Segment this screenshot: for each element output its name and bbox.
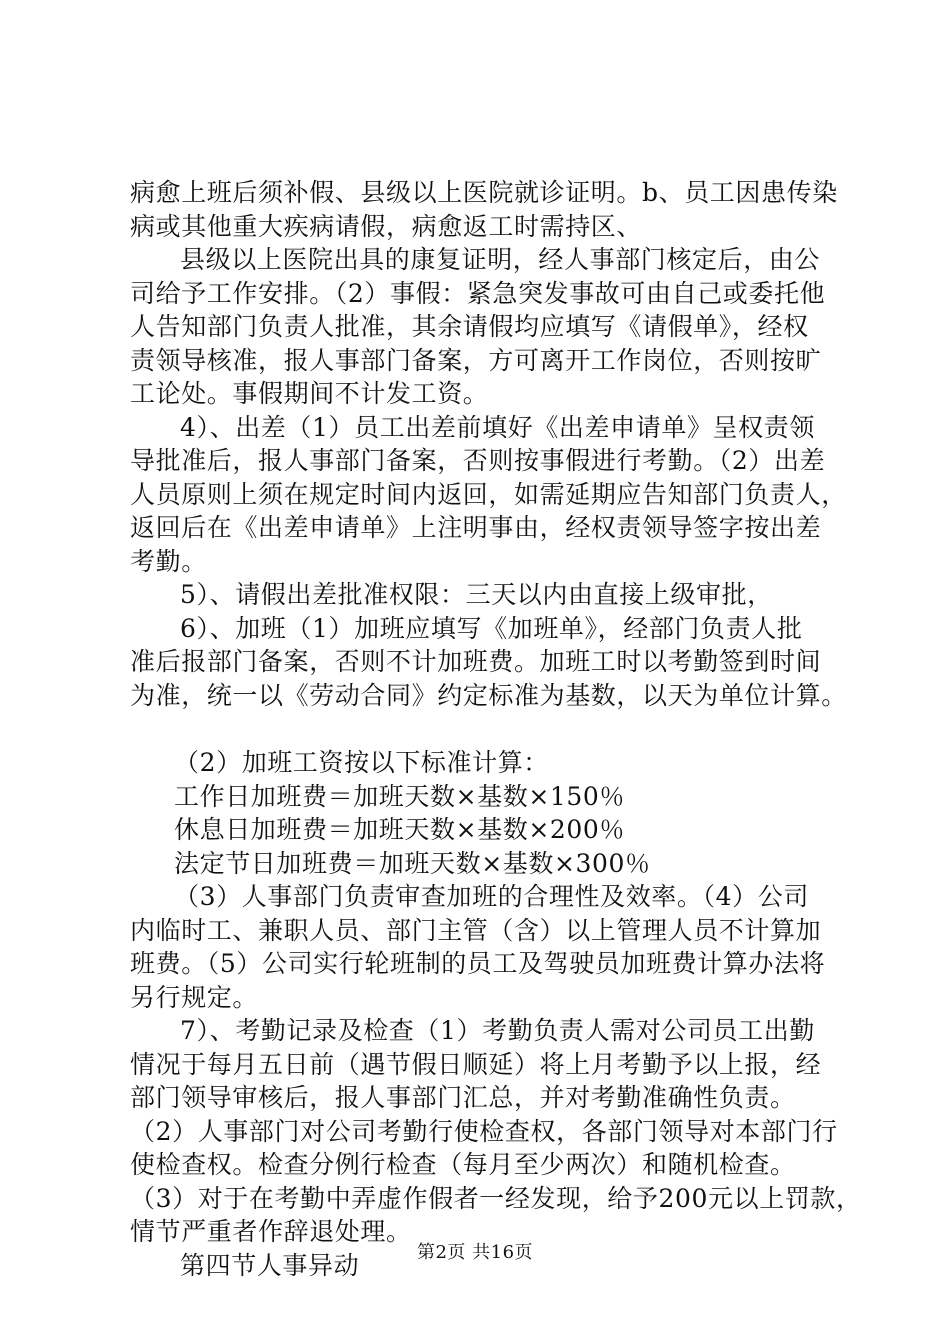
text-line: 7）、考勤记录及检查（1）考勤负责人需对公司员工出勤 [180,1016,815,1045]
text-line: 内临时工、兼职人员、部门主管（含）以上管理人员不计算加 [130,915,822,945]
text-line: 4）、出差（1）员工出差前填好《出差申请单》呈权责领 [180,412,815,442]
text-line: 责领导核准，报人事部门备案，方可离开工作岗位，否则按旷 [130,345,822,375]
text-line: 病愈上班后须补假、县级以上医院就诊证明。b、员工因患传染 [130,178,838,207]
text-line: 6）、加班（1）加班应填写《加班单》，经部门负责人批 [180,613,803,643]
text-line: 为准，统一以《劳动合同》约定标准为基数，以天为单位计算。 [130,680,847,710]
text-line: 工论处。事假期间不计发工资。 [130,379,489,408]
text-line: 县级以上医院出具的康复证明，经人事部门核定后，由公 [180,245,821,274]
text-line: 病或其他重大疾病请假，病愈返工时需持区、 [130,211,643,241]
text-line: 部门领导审核后，报人事部门汇总，并对考勤准确性负责。 [130,1083,796,1112]
paragraph-gap [130,712,830,746]
text-line: （3）人事部门负责审查加班的合理性及效率。（4）公司 [174,882,809,911]
text-line: 考勤。 [130,546,207,576]
text-line: 返回后在《出差申请单》上注明事由，经权责领导签字按出差 [130,513,822,542]
page-number-footer: 第2页 共16页 [416,1242,534,1263]
text-line: 导批准后，报人事部门备案，否则按事假进行考勤。（2）出差 [130,446,826,475]
text-line: （3）对于在考勤中弄虚作假者一经发现，给予200元以上罚款， [130,1183,862,1213]
formula-line: 休息日加班费＝加班天数×基数×200％ [174,815,626,844]
text-line: 司给予工作安排。（2）事假：紧急突发事故可由自己或委托他 [130,278,826,308]
document-body [130,176,862,1282]
text-line: 人告知部门负责人批准，其余请假均应填写《请假单》，经权 [130,312,809,341]
text-line: （2）人事部门对公司考勤行使检查权，各部门领导对本部门行 [130,1116,838,1146]
text-line: 另行规定。 [130,982,259,1012]
formula-line: 工作日加班费＝加班天数×基数×150％ [174,781,626,811]
text-line: 使检查权。检查分例行检查（每月至少两次）和随机检查。 [130,1150,796,1179]
text-line: 准后报部门备案，否则不计加班费。加班工时以考勤签到时间 [130,647,822,676]
formula-line: 法定节日加班费＝加班天数×基数×300％ [174,848,651,878]
text-line: （2）加班工资按以下标准计算： [174,748,549,777]
text-line: 情节严重者作辞退处理。 [130,1217,412,1246]
text-line: 5）、请假出差批准权限：三天以内由直接上级审批， [180,580,773,609]
text-line: 人员原则上须在规定时间内返回，如需延期应告知部门负责人， [130,479,847,509]
text-line: 班费。（5）公司实行轮班制的员工及驾驶员加班费计算办法将 [130,949,826,978]
section-heading: 第四节人事异动 [180,1250,360,1280]
text-line: 情况于每月五日前（遇节假日顺延）将上月考勤予以上报，经 [130,1049,822,1079]
